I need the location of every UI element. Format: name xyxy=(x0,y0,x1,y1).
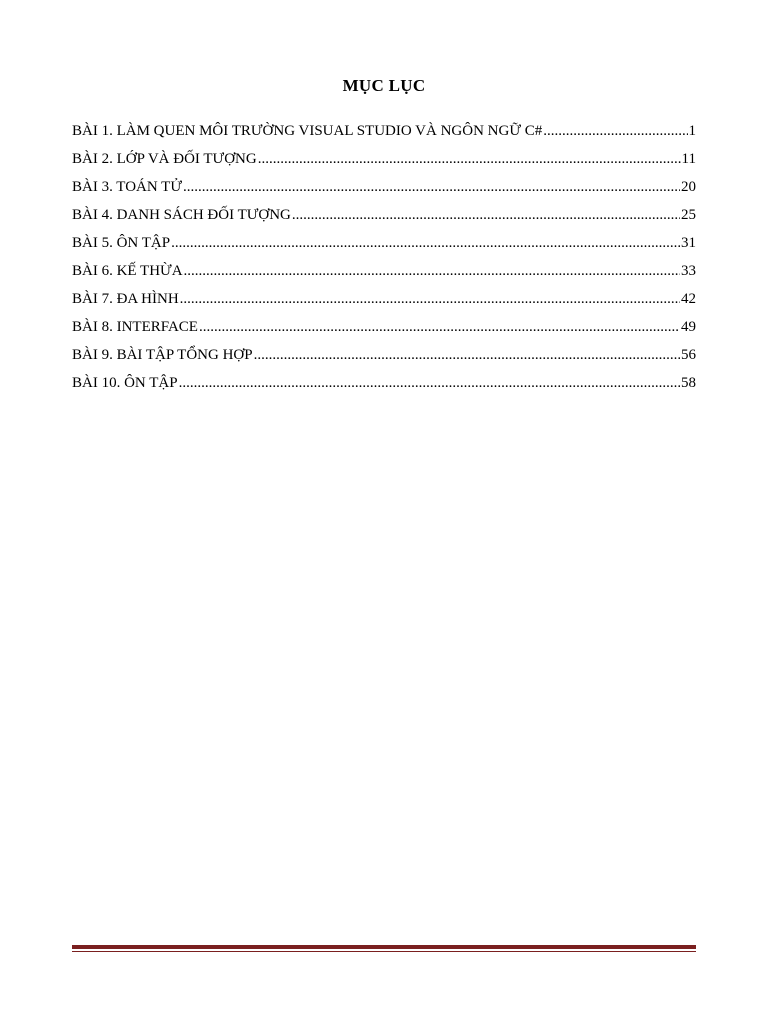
toc-entry-8[interactable] xyxy=(72,317,696,345)
toc-entry-7[interactable] xyxy=(72,289,696,317)
toc-dot-leader xyxy=(254,345,680,365)
toc-dot-leader xyxy=(183,177,680,197)
toc-dot-leader xyxy=(179,373,680,393)
toc-entry-10[interactable] xyxy=(72,373,696,401)
table-of-contents xyxy=(72,121,696,401)
toc-entry-5[interactable] xyxy=(72,233,696,261)
toc-entry-title: BÀI 10. ÔN TẬP xyxy=(72,375,178,391)
toc-entry-page: 58 xyxy=(681,375,696,391)
toc-entry-page: 42 xyxy=(681,291,696,307)
toc-entry-2[interactable] xyxy=(72,149,696,177)
toc-entry-title: BÀI 7. ĐA HÌNH xyxy=(72,291,179,307)
page-title: MỤC LỤC xyxy=(342,76,426,95)
toc-entry-page: 49 xyxy=(681,319,696,335)
toc-entry-title: BÀI 3. TOÁN TỬ xyxy=(72,179,182,195)
toc-dot-leader xyxy=(184,261,680,281)
toc-entry-page: 56 xyxy=(681,347,696,363)
toc-entry-page: 11 xyxy=(681,151,696,167)
toc-entry-3[interactable] xyxy=(72,177,696,205)
toc-entry-title: BÀI 5. ÔN TẬP xyxy=(72,235,171,251)
toc-dot-leader xyxy=(180,289,680,309)
toc-entry-4[interactable] xyxy=(72,205,696,233)
toc-entry-title: BÀI 4. DANH SÁCH ĐỐI TƯỢNG xyxy=(72,207,291,223)
toc-entry-1[interactable] xyxy=(72,121,696,149)
toc-dot-leader xyxy=(258,149,681,169)
toc-entry-page: 33 xyxy=(681,263,696,279)
footer-rule xyxy=(72,945,696,949)
toc-entry-9[interactable] xyxy=(72,345,696,373)
toc-dot-leader xyxy=(543,121,687,141)
toc-entry-6[interactable] xyxy=(72,261,696,289)
toc-entry-title: BÀI 6. KẾ THỪA xyxy=(72,263,183,279)
toc-dot-leader xyxy=(292,205,680,225)
toc-entry-page: 31 xyxy=(681,235,696,251)
toc-dot-leader xyxy=(171,233,680,253)
footer-rule-thin xyxy=(72,951,696,952)
toc-entry-title: BÀI 1. LÀM QUEN MÔI TRƯỜNG VISUAL STUDIO VÀ NGÔN NGỮ C# xyxy=(72,123,543,139)
toc-entry-page: 1 xyxy=(688,123,696,139)
toc-entry-title: BÀI 9. BÀI TẬP TỔNG HỢP xyxy=(72,347,253,363)
toc-entry-title: BÀI 2. LỚP VÀ ĐỐI TƯỢNG xyxy=(72,151,257,167)
toc-entry-title: BÀI 8. INTERFACE xyxy=(72,319,198,335)
toc-dot-leader xyxy=(199,317,680,337)
toc-entry-page: 25 xyxy=(681,207,696,223)
toc-entry-page: 20 xyxy=(681,179,696,195)
